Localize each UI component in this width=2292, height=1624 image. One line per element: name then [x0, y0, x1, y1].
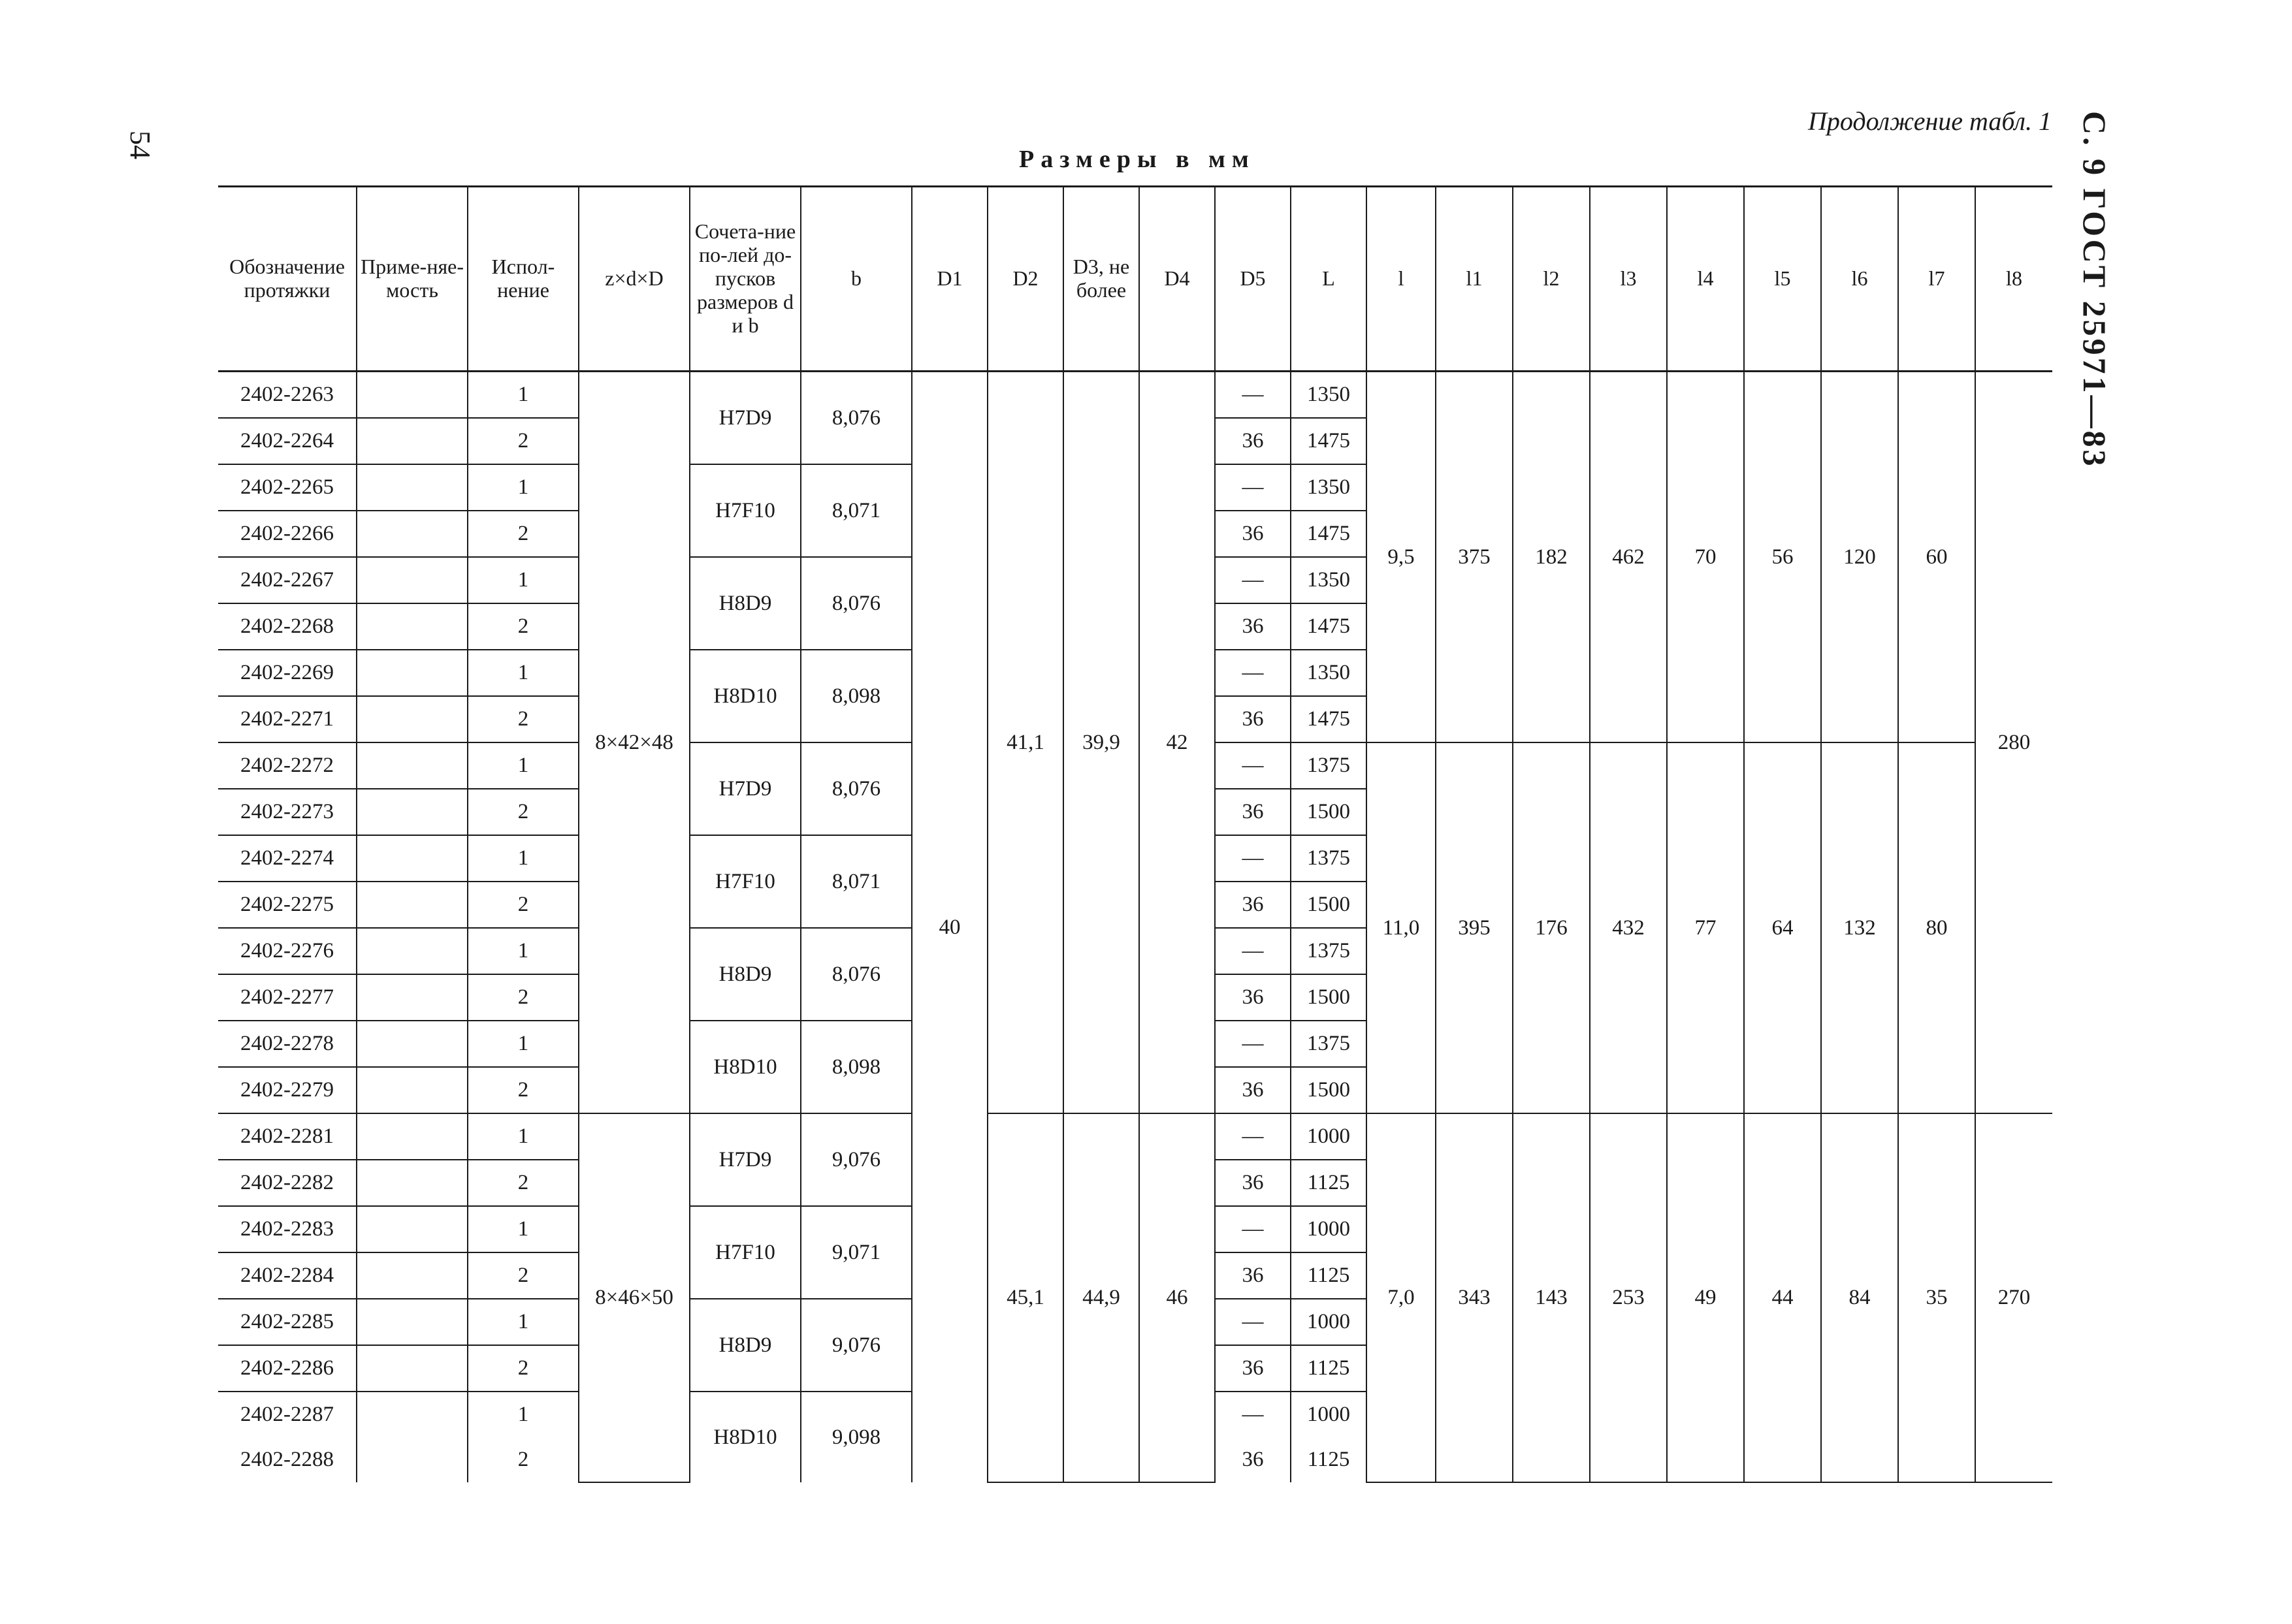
version-cell: 1: [468, 650, 579, 696]
tolerance-cell: H8D10: [690, 1392, 801, 1482]
b-value-cell: 9,098: [801, 1392, 912, 1482]
broach-code-cell: 2402-2265: [218, 464, 357, 511]
broach-code-cell: 2402-2274: [218, 835, 357, 882]
broach-code-cell: 2402-2267: [218, 557, 357, 603]
version-cell: 1: [468, 1113, 579, 1160]
dimension-l1-cell: 395: [1436, 742, 1513, 1113]
broach-code-cell: 2402-2281: [218, 1113, 357, 1160]
broach-code-cell: 2402-2279: [218, 1067, 357, 1113]
header-cell: l5: [1744, 187, 1821, 372]
broach-code-cell: 2402-2277: [218, 974, 357, 1021]
length-cell: 1375: [1291, 742, 1366, 789]
applicability-cell: [357, 1345, 468, 1392]
version-cell: 2: [468, 1252, 579, 1299]
d5-cell: 36: [1215, 603, 1291, 650]
tolerance-cell: H8D9: [690, 557, 801, 650]
d2-cell: 45,1: [988, 1113, 1063, 1482]
version-cell: 2: [468, 789, 579, 835]
d5-cell: 36: [1215, 789, 1291, 835]
dimension-l4-cell: 49: [1667, 1113, 1744, 1482]
d5-cell: 36: [1215, 974, 1291, 1021]
d5-cell: —: [1215, 1206, 1291, 1252]
length-cell: 1375: [1291, 1021, 1366, 1067]
header-cell: D2: [988, 187, 1063, 372]
length-cell: 1500: [1291, 974, 1366, 1021]
version-cell: 1: [468, 1392, 579, 1437]
b-value-cell: 9,071: [801, 1206, 912, 1299]
length-cell: 1500: [1291, 1067, 1366, 1113]
dimension-l8-cell: 280: [1975, 372, 2052, 1114]
broach-code-cell: 2402-2273: [218, 789, 357, 835]
broach-code-cell: 2402-2287: [240, 1403, 334, 1426]
d5-cell: —: [1215, 928, 1291, 974]
version-cell: 1: [468, 1206, 579, 1252]
tolerance-cell: H7D9: [690, 1113, 801, 1206]
page-number: 54: [124, 131, 156, 159]
applicability-cell: [357, 1113, 468, 1160]
broach-dimensions-table: [218, 185, 2052, 1483]
d5-cell: 36: [1215, 882, 1291, 928]
d3-cell: 39,9: [1063, 372, 1139, 1114]
broach-code-cell: 2402-2272: [218, 742, 357, 789]
applicability-cell: [357, 835, 468, 882]
d5-cell: —: [1215, 650, 1291, 696]
d5-cell: 36: [1215, 1252, 1291, 1299]
version-cell: 2: [468, 418, 579, 464]
continuation-label: Продолжение табл. 1: [1807, 106, 2052, 136]
version-cell: 2: [468, 696, 579, 742]
broach-code-cell: 2402-2285: [218, 1299, 357, 1345]
dimension-l4-cell: 70: [1667, 372, 1744, 743]
header-cell: Испол-нение: [468, 187, 579, 372]
broach-code-cell: 2402-2264: [218, 418, 357, 464]
header-cell: D5: [1215, 187, 1291, 372]
applicability-cell: [357, 742, 468, 789]
applicability-cell: [357, 511, 468, 557]
dimension-l2-cell: 176: [1513, 742, 1590, 1113]
broach-code-cell: 2402-2288: [240, 1448, 334, 1471]
d5-cell: —: [1215, 372, 1291, 419]
header-cell: D1: [912, 187, 988, 372]
dimension-l2-cell: 182: [1513, 372, 1590, 743]
applicability-cell: [357, 696, 468, 742]
length-cell: 1350: [1291, 650, 1366, 696]
header-cell: L: [1291, 187, 1366, 372]
broach-code-cell: 2402-2276: [218, 928, 357, 974]
header-row: [218, 187, 2052, 372]
d5-cell: 36: [1215, 1160, 1291, 1206]
broach-code-cell: 2402-2278: [218, 1021, 357, 1067]
dimension-l5-cell: 56: [1744, 372, 1821, 743]
d3-cell: 44,9: [1063, 1113, 1139, 1482]
broach-code-cell: 2402-2271: [218, 696, 357, 742]
applicability-cell: [357, 418, 468, 464]
applicability-cell: [357, 928, 468, 974]
length-cell: 1000: [1291, 1113, 1366, 1160]
broach-code-cell: 2402-2284: [218, 1252, 357, 1299]
dimension-l-cell: 11,0: [1366, 742, 1436, 1113]
d4-cell: 46: [1139, 1113, 1215, 1482]
broach-code-cell: 2402-2263: [218, 372, 357, 419]
version-cell: 1: [468, 372, 579, 419]
dimension-l6-cell: 120: [1821, 372, 1898, 743]
version-cell: 2: [468, 511, 579, 557]
applicability-cell: [357, 650, 468, 696]
version-cell: 2: [468, 1160, 579, 1206]
dimension-l7-cell: 80: [1898, 742, 1975, 1113]
units-caption: Размеры в мм: [1019, 146, 1255, 173]
tolerance-cell: H8D9: [690, 928, 801, 1021]
dimension-l-cell: 7,0: [1366, 1113, 1436, 1482]
length-cell: 1000: [1291, 1206, 1366, 1252]
broach-table-container: [218, 185, 2039, 1483]
dimension-l2-cell: 143: [1513, 1113, 1590, 1482]
applicability-cell: [357, 1252, 468, 1299]
dimension-l5-cell: 64: [1744, 742, 1821, 1113]
length-cell: 1375: [1291, 928, 1366, 974]
applicability-cell: [357, 1437, 468, 1482]
header-cell: l8: [1975, 187, 2052, 372]
applicability-cell: [357, 1067, 468, 1113]
d5-cell: —: [1215, 1113, 1291, 1160]
length-cell: 1350: [1291, 372, 1366, 419]
b-value-cell: 8,076: [801, 928, 912, 1021]
version-cell: 1: [468, 1021, 579, 1067]
header-cell: l4: [1667, 187, 1744, 372]
header-cell: l2: [1513, 187, 1590, 372]
version-cell: 1: [468, 835, 579, 882]
dimension-l3-cell: 432: [1590, 742, 1667, 1113]
b-value-cell: 8,076: [801, 372, 912, 465]
d5-cell: —: [1215, 1021, 1291, 1067]
dimension-l1-cell: 375: [1436, 372, 1513, 743]
applicability-cell: [357, 789, 468, 835]
length-cell: 1125: [1291, 1252, 1366, 1299]
dimension-l7-cell: 60: [1898, 372, 1975, 743]
applicability-cell: [357, 882, 468, 928]
dimension-l3-cell: 462: [1590, 372, 1667, 743]
b-value-cell: 9,076: [801, 1113, 912, 1206]
header-cell: l7: [1898, 187, 1975, 372]
header-cell: l1: [1436, 187, 1513, 372]
zdd-cell: 8×42×48: [579, 372, 690, 1114]
version-cell: 2: [468, 882, 579, 928]
tolerance-cell: H7F10: [690, 464, 801, 557]
applicability-cell: [357, 464, 468, 511]
broach-code-cell: 2402-2268: [218, 603, 357, 650]
applicability-cell: [357, 1206, 468, 1252]
length-cell: 1475: [1291, 603, 1366, 650]
length-cell: 1475: [1291, 696, 1366, 742]
tolerance-cell: H7F10: [690, 1206, 801, 1299]
header-cell: D3, не более: [1063, 187, 1139, 372]
length-cell: 1350: [1291, 464, 1366, 511]
version-cell: 1: [468, 557, 579, 603]
table-row: [218, 372, 2052, 419]
d5-cell: —: [1215, 464, 1291, 511]
version-cell: 2: [468, 603, 579, 650]
length-cell: 1000: [1291, 1299, 1366, 1345]
b-value-cell: 8,076: [801, 742, 912, 835]
length-cell: 1500: [1291, 882, 1366, 928]
zdd-cell: 8×46×50: [579, 1113, 690, 1482]
broach-code-cell: 2402-2283: [218, 1206, 357, 1252]
header-cell: l3: [1590, 187, 1667, 372]
broach-code-cell: 2402-2266: [218, 511, 357, 557]
version-cell: 2: [468, 1345, 579, 1392]
b-value-cell: 8,076: [801, 557, 912, 650]
version-cell: 2: [468, 1067, 579, 1113]
applicability-cell: [357, 557, 468, 603]
dimension-l6-cell: 132: [1821, 742, 1898, 1113]
version-cell: 1: [468, 464, 579, 511]
length-cell: 1500: [1291, 789, 1366, 835]
version-cell: 1: [468, 1299, 579, 1345]
tolerance-cell: H8D10: [690, 650, 801, 742]
dimension-l8-cell: 270: [1975, 1113, 2052, 1482]
header-cell: b: [801, 187, 912, 372]
dimension-l7-cell: 35: [1898, 1113, 1975, 1482]
applicability-cell: [357, 372, 468, 419]
length-cell: 1375: [1291, 835, 1366, 882]
header-cell: l6: [1821, 187, 1898, 372]
length-cell: 1125: [1291, 1437, 1366, 1482]
broach-code-cell: 2402-2282: [218, 1160, 357, 1206]
applicability-cell: [357, 1160, 468, 1206]
dimension-l1-cell: 343: [1436, 1113, 1513, 1482]
b-value-cell: 8,098: [801, 1021, 912, 1113]
header-cell: D4: [1139, 187, 1215, 372]
length-cell: 1475: [1291, 418, 1366, 464]
dimension-l5-cell: 44: [1744, 1113, 1821, 1482]
d1-cell: 40: [912, 372, 988, 1483]
version-cell: 2: [468, 974, 579, 1021]
broach-code-cell: 2402-2269: [218, 650, 357, 696]
tolerance-cell: H8D9: [690, 1299, 801, 1392]
header-cell: Сочета-ние по-лей до-пусков размеров d и b: [690, 187, 801, 372]
d5-cell: 36: [1215, 1067, 1291, 1113]
tolerance-cell: H7D9: [690, 372, 801, 465]
dimension-l-cell: 9,5: [1366, 372, 1436, 743]
d5-cell: —: [1215, 557, 1291, 603]
tolerance-cell: H7F10: [690, 835, 801, 928]
b-value-cell: 8,071: [801, 835, 912, 928]
header-cell: Обозначение протяжки: [218, 187, 357, 372]
applicability-cell: [357, 1299, 468, 1345]
version-cell: 1: [468, 928, 579, 974]
dimension-l3-cell: 253: [1590, 1113, 1667, 1482]
d5-cell: 36: [1215, 696, 1291, 742]
b-value-cell: 9,076: [801, 1299, 912, 1392]
b-value-cell: 8,098: [801, 650, 912, 742]
length-cell: 1350: [1291, 557, 1366, 603]
header-cell: Приме-няе-мость: [357, 187, 468, 372]
d5-cell: —: [1215, 1299, 1291, 1345]
d5-cell: —: [1215, 742, 1291, 789]
standard-code: С. 9 ГОСТ 25971—83: [2076, 111, 2113, 469]
applicability-cell: [357, 974, 468, 1021]
header-cell: l: [1366, 187, 1436, 372]
table-row: [218, 1113, 2052, 1160]
d5-cell: 36: [1215, 1437, 1291, 1482]
d5-cell: 36: [1215, 1345, 1291, 1392]
broach-code-cell: 2402-2275: [218, 882, 357, 928]
d5-cell: —: [1215, 835, 1291, 882]
header-cell: z×d×D: [579, 187, 690, 372]
broach-code-cell: 2402-2286: [218, 1345, 357, 1392]
length-cell: 1475: [1291, 511, 1366, 557]
tolerance-cell: H7D9: [690, 742, 801, 835]
d4-cell: 42: [1139, 372, 1215, 1114]
table-body: [218, 372, 2052, 1483]
applicability-cell: [357, 1392, 468, 1437]
applicability-cell: [357, 1021, 468, 1067]
length-cell: 1125: [1291, 1345, 1366, 1392]
length-cell: 1000: [1291, 1392, 1366, 1437]
dimension-l4-cell: 77: [1667, 742, 1744, 1113]
d2-cell: 41,1: [988, 372, 1063, 1114]
tolerance-cell: H8D10: [690, 1021, 801, 1113]
b-value-cell: 8,071: [801, 464, 912, 557]
version-cell: 2: [468, 1437, 579, 1482]
d5-cell: —: [1215, 1392, 1291, 1437]
d5-cell: 36: [1215, 511, 1291, 557]
length-cell: 1125: [1291, 1160, 1366, 1206]
dimension-l6-cell: 84: [1821, 1113, 1898, 1482]
applicability-cell: [357, 603, 468, 650]
d5-cell: 36: [1215, 418, 1291, 464]
version-cell: 1: [468, 742, 579, 789]
